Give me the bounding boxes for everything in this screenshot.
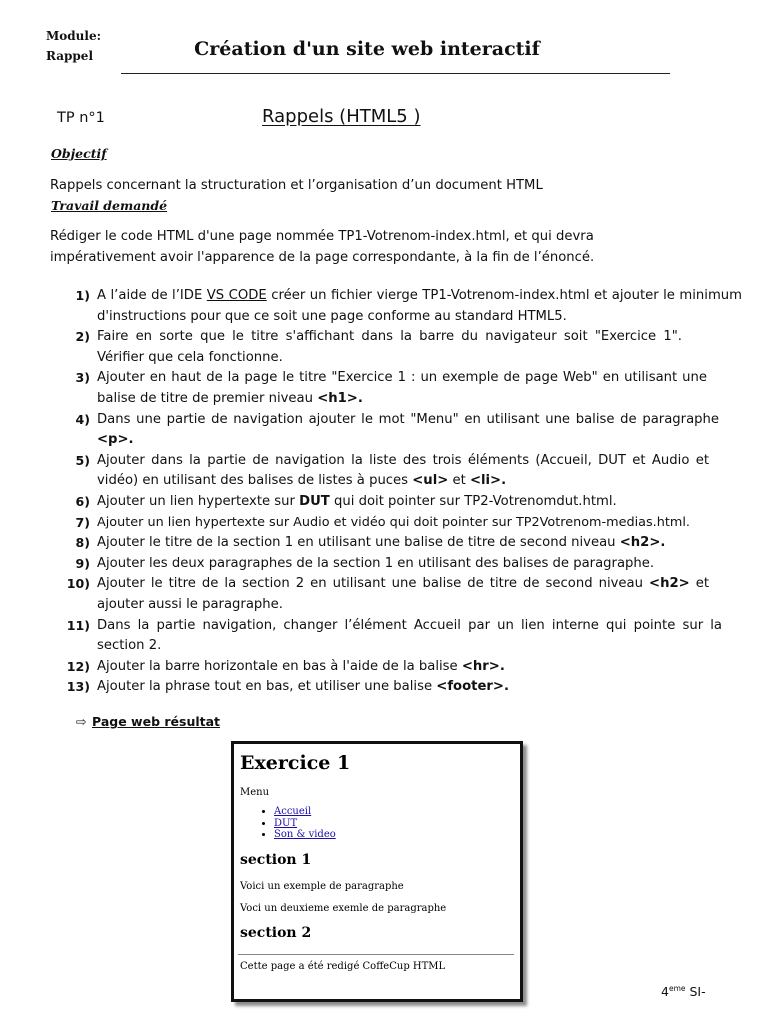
list-item: [274, 818, 336, 830]
step-number: 8): [75, 535, 90, 551]
tp-title: Rappels (HTML5 ): [262, 106, 421, 127]
page-footer: [661, 984, 706, 999]
list-item: [62, 513, 742, 534]
tag-code: DUT: [299, 493, 330, 509]
step-text: qui doit pointer sur TP2-Votrenomdut.html.: [329, 493, 617, 509]
result-section2-title: section 2: [240, 925, 312, 941]
objectif-text: Rappels concernant la structuration et l’organisation d’un document HTML: [50, 178, 543, 193]
result-link-dut[interactable]: DUT: [274, 817, 298, 829]
step-number: 3): [75, 370, 90, 386]
list-item: [62, 368, 742, 409]
footer-num: 4: [661, 984, 669, 1000]
result-hr: [238, 954, 514, 955]
result-h1: Exercice 1: [240, 752, 351, 774]
list-item: [62, 286, 742, 327]
list-item: [62, 327, 742, 368]
list-item: [62, 574, 742, 615]
step-text: A l’aide de l’IDE: [97, 288, 207, 303]
objectif-heading: Objectif: [51, 146, 107, 161]
step-text: Ajouter un lien hypertexte sur: [97, 493, 300, 509]
list-item: [62, 657, 742, 678]
list-item: [62, 554, 742, 575]
tag-code: <ul>: [412, 473, 449, 489]
module-line-1: Module:: [46, 29, 102, 43]
step-number: 10): [66, 576, 90, 592]
step-text: Faire en sorte que le titre s'affichant dans la barre du navigateur soit "Exercice 1". Vérifier que cela fonctionne.: [97, 329, 682, 365]
step-text: Ajouter un lien hypertexte sur Audio et vidéo qui doit pointer sur TP2Votrenom-medias.html.: [97, 514, 690, 530]
step-text: Ajouter les deux paragraphes de la section 1 en utilisant des balises de paragraphe.: [97, 555, 655, 571]
step-number: 2): [75, 329, 90, 345]
step-text: et: [448, 473, 470, 489]
step-number: 5): [75, 452, 90, 468]
tag-code: <li>.: [469, 473, 507, 489]
result-link-accueil[interactable]: Accueil: [274, 806, 312, 817]
step-text: Dans une partie de navigation ajouter le mot "Menu" en utilisant une balise de paragraphe: [97, 411, 719, 427]
list-item: [62, 677, 742, 698]
step-text: Ajouter en haut de la page le titre "Exercice 1 : un exemple de page Web" en utilisant une balise de titre de premier niveau: [97, 370, 707, 406]
tag-code: <h2>: [649, 576, 690, 592]
module-label: [46, 26, 126, 66]
list-item: [62, 451, 742, 492]
result-heading: [76, 714, 220, 729]
list-item: [62, 492, 742, 513]
tag-code: <h1>.: [317, 390, 363, 406]
travail-heading: Travail demandé: [51, 198, 168, 213]
list-item: [62, 616, 742, 657]
tag-code: <hr>.: [461, 658, 505, 674]
steps-list: [62, 286, 742, 698]
result-heading-text: Page web résultat: [92, 714, 221, 729]
step-number: 6): [75, 493, 90, 509]
step-number: 7): [75, 514, 90, 530]
tag-code: <h2>.: [619, 535, 666, 551]
result-footer: Cette page a été redigé CoffeCup HTML: [240, 961, 446, 972]
result-paragraph-1: Voici un exemple de paragraphe: [240, 881, 404, 892]
tp-number: TP n°1: [57, 110, 105, 126]
arrow-right-icon: ⇨: [76, 714, 87, 729]
list-item: [274, 806, 336, 818]
document-title: Création d'un site web interactif: [194, 38, 540, 60]
step-number: 12): [66, 658, 90, 674]
module-line-2: Rappel: [46, 49, 93, 63]
step-number: 11): [66, 617, 90, 633]
footer-sup: eme: [668, 984, 686, 993]
step-text: créer un fichier vierge TP1-Votrenom-index.html et ajouter le minimum d'instructions pour que ce soit une page conforme au standard HTML5.: [97, 288, 742, 324]
tag-code: <footer>.: [436, 679, 509, 695]
result-page-screenshot: [231, 741, 523, 1002]
footer-text: SI-: [685, 984, 706, 1000]
step-number: 4): [75, 411, 90, 427]
step-text: Dans la partie navigation, changer l’élément Accueil par un lien interne qui pointe sur la section 2.: [97, 617, 722, 654]
result-nav-list: [260, 806, 336, 841]
step-text: Ajouter la barre horizontale en bas à l'aide de la balise: [97, 658, 462, 674]
result-section1-title: section 1: [240, 852, 312, 868]
travail-text: Rédiger le code HTML d'une page nommée TP1-Votrenom-index.html, et qui devra impérativement avoir l'apparence de la page correspondante, à la fin de l’énoncé.: [50, 229, 595, 265]
list-item: [274, 829, 336, 841]
list-item: [62, 533, 742, 554]
step-number: 13): [66, 679, 90, 695]
step-number: 1): [75, 288, 90, 303]
step-text: Ajouter le titre de la section 2 en utilisant une balise de titre de second niveau: [97, 576, 650, 592]
title-divider: [121, 73, 670, 74]
tag-code: <p>.: [97, 432, 134, 448]
step-text: Ajouter la phrase tout en bas, et utiliser une balise: [97, 679, 437, 695]
list-item: [62, 410, 742, 451]
step-text: Ajouter dans la partie de navigation la liste des trois éléments (Accueil, DUT et Audio et vidéo) en utilisant des balises de listes à puces: [97, 452, 709, 489]
result-link-son-video[interactable]: Son & video: [274, 829, 336, 840]
step-number: 9): [75, 555, 90, 571]
result-menu: Menu: [240, 787, 270, 798]
step-text: et ajouter aussi le paragraphe.: [97, 576, 709, 612]
vs-code-link: VS CODE: [206, 288, 267, 303]
result-paragraph-2: Voci un deuxieme exemle de paragraphe: [240, 903, 447, 914]
step-text: Ajouter le titre de la section 1 en utilisant une balise de titre de second niveau: [97, 535, 620, 551]
